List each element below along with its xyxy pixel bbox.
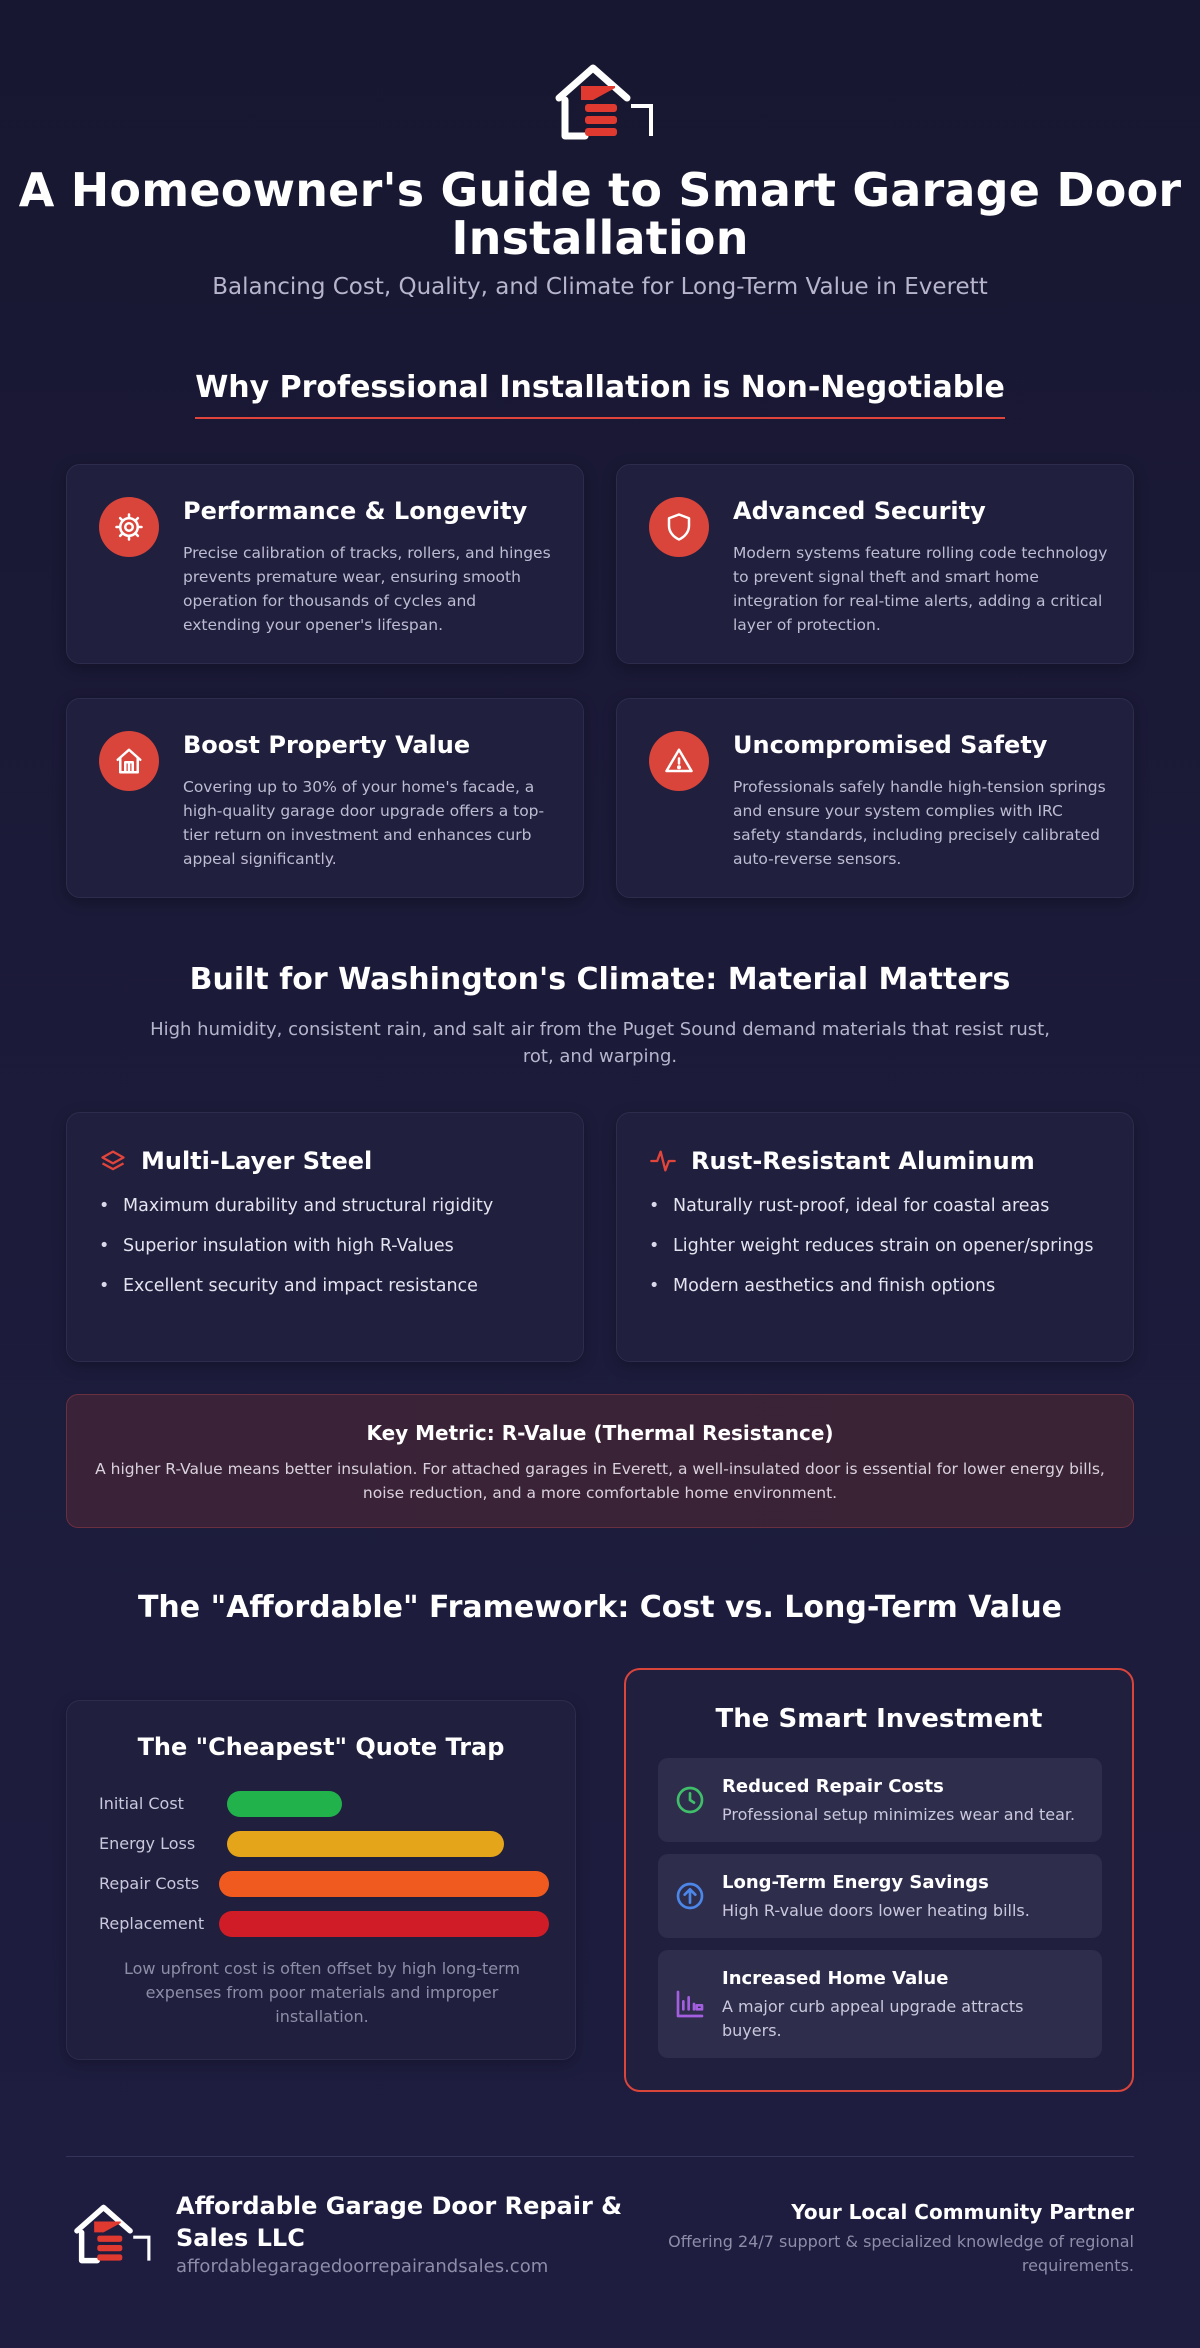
bar-label: Replacement [99,1914,205,1933]
list-item: • Lighter weight reduces strain on opener/springs [649,1233,1109,1259]
arrow-up-circle-icon [674,1880,706,1912]
material-card-aluminum [616,1112,1134,1362]
gear-icon [99,497,159,557]
feature-card-property-value [66,698,584,898]
bar-row [99,1791,549,1817]
feature-title: Performance & Longevity [183,497,528,525]
footer-tagline [614,2200,1134,2278]
benefit-item-energy [658,1854,1102,1938]
feature-description: Covering up to 30% of your home's facade, a high-quality garage door upgrade offers a top-tier return on investment and enhances curb appeal significantly. [183,778,545,868]
bar [227,1831,504,1857]
benefit-item-home-value [658,1950,1102,2058]
bar-chart-icon [674,1988,706,2020]
warning-icon [649,731,709,791]
chart-note: Low upfront cost is often offset by high long-term expenses from poor materials and improper installation. [123,1959,520,2026]
list-item: • Naturally rust-proof, ideal for coastal areas [649,1193,1109,1219]
climate-subtitle: High humidity, consistent rain, and salt air from the Puget Sound demand materials that resist rust, rot, and warping. [150,1019,1050,1067]
feature-title: Uncompromised Safety [733,731,1048,759]
material-feature-list [99,1193,559,1313]
key-metric-callout [66,1394,1134,1528]
material-title: Rust-Resistant Aluminum [691,1147,1035,1175]
layers-icon [99,1147,127,1175]
garage-logo-icon [545,60,655,144]
feature-title: Advanced Security [733,497,986,525]
list-item: • Excellent security and impact resistance [99,1273,559,1299]
benefit-title: Long-Term Energy Savings [722,1872,989,1893]
benefit-description: High R-value doors lower heating bills. [722,1901,1030,1920]
pulse-icon [649,1147,677,1175]
bar-label: Energy Loss [99,1834,196,1853]
partner-heading: Your Local Community Partner [791,2200,1134,2224]
support-text: Offering 24/7 support & specialized knowledge of regional requirements. [668,2232,1134,2275]
clock-icon [674,1784,706,1816]
feature-description: Professionals safely handle high-tension springs and ensure your system complies with IRC safety standards, including precisely calibrated auto-reverse sensors. [733,778,1106,868]
bar [219,1871,549,1897]
list-item: • Modern aesthetics and finish options [649,1273,1109,1299]
benefit-title: Increased Home Value [722,1968,949,1989]
benefit-description: Professional setup minimizes wear and tear. [722,1805,1076,1824]
feature-card-performance [66,464,584,664]
feature-description: Precise calibration of tracks, rollers, and hinges prevents premature wear, ensuring smooth operation for thousands of cycles and extending your opener's lifespan. [183,544,551,634]
footer-logo-icon [66,2200,152,2268]
bar-row [99,1871,549,1897]
climate-heading: Built for Washington's Climate: Material Matters [189,962,1011,997]
shield-icon [649,497,709,557]
house-icon [99,731,159,791]
hero-section [0,60,1200,300]
company-url[interactable]: affordablegaragedoorrepairandsales.com [176,2256,549,2277]
feature-description: Modern systems feature rolling code technology to prevent signal theft and smart home integration for real-time alerts, adding a critical layer of protection. [733,544,1108,634]
smart-investment-card [624,1668,1134,2092]
page-title: A Homeowner's Guide to Smart Garage Door Installation [18,163,1182,265]
feature-title: Boost Property Value [183,731,471,759]
feature-card-safety [616,698,1134,898]
material-feature-list [649,1193,1109,1313]
metric-title: Key Metric: R-Value (Thermal Resistance) [366,1421,834,1445]
benefit-item-repair [658,1758,1102,1842]
company-name: Affordable Garage Door Repair & Sales LLC [176,2192,623,2252]
material-title: Multi-Layer Steel [141,1147,373,1175]
bar [219,1911,549,1937]
cheapest-quote-chart-card [66,1700,576,2060]
smart-investment-title: The Smart Investment [715,1704,1043,1734]
list-item: • Maximum durability and structural rigidity [99,1193,559,1219]
bar-label: Repair Costs [99,1874,200,1893]
bar-label: Initial Cost [99,1794,184,1813]
metric-text: A higher R-Value means better insulation. For attached garages in Everett, a well-insulated door is essential for lower energy bills, noise reduction, and a more comfortable home environment. [95,1460,1105,1502]
feature-card-security [616,464,1134,664]
benefit-title: Reduced Repair Costs [722,1776,944,1797]
list-item: • Superior insulation with high R-Values [99,1233,559,1259]
bar-row [99,1831,549,1857]
benefit-description: A major curb appeal upgrade attracts buyers. [722,1997,1024,2040]
bar [227,1791,342,1817]
footer-divider [66,2156,1134,2157]
chart-title: The "Cheapest" Quote Trap [137,1733,505,1761]
page-subtitle: Balancing Cost, Quality, and Climate for Long-Term Value in Everett [212,274,988,300]
bar-row [99,1911,549,1937]
affordable-heading: The "Affordable" Framework: Cost vs. Long-Term Value [137,1590,1063,1625]
material-card-steel [66,1112,584,1362]
why-heading: Why Professional Installation is Non-Negotiable [0,370,1200,419]
